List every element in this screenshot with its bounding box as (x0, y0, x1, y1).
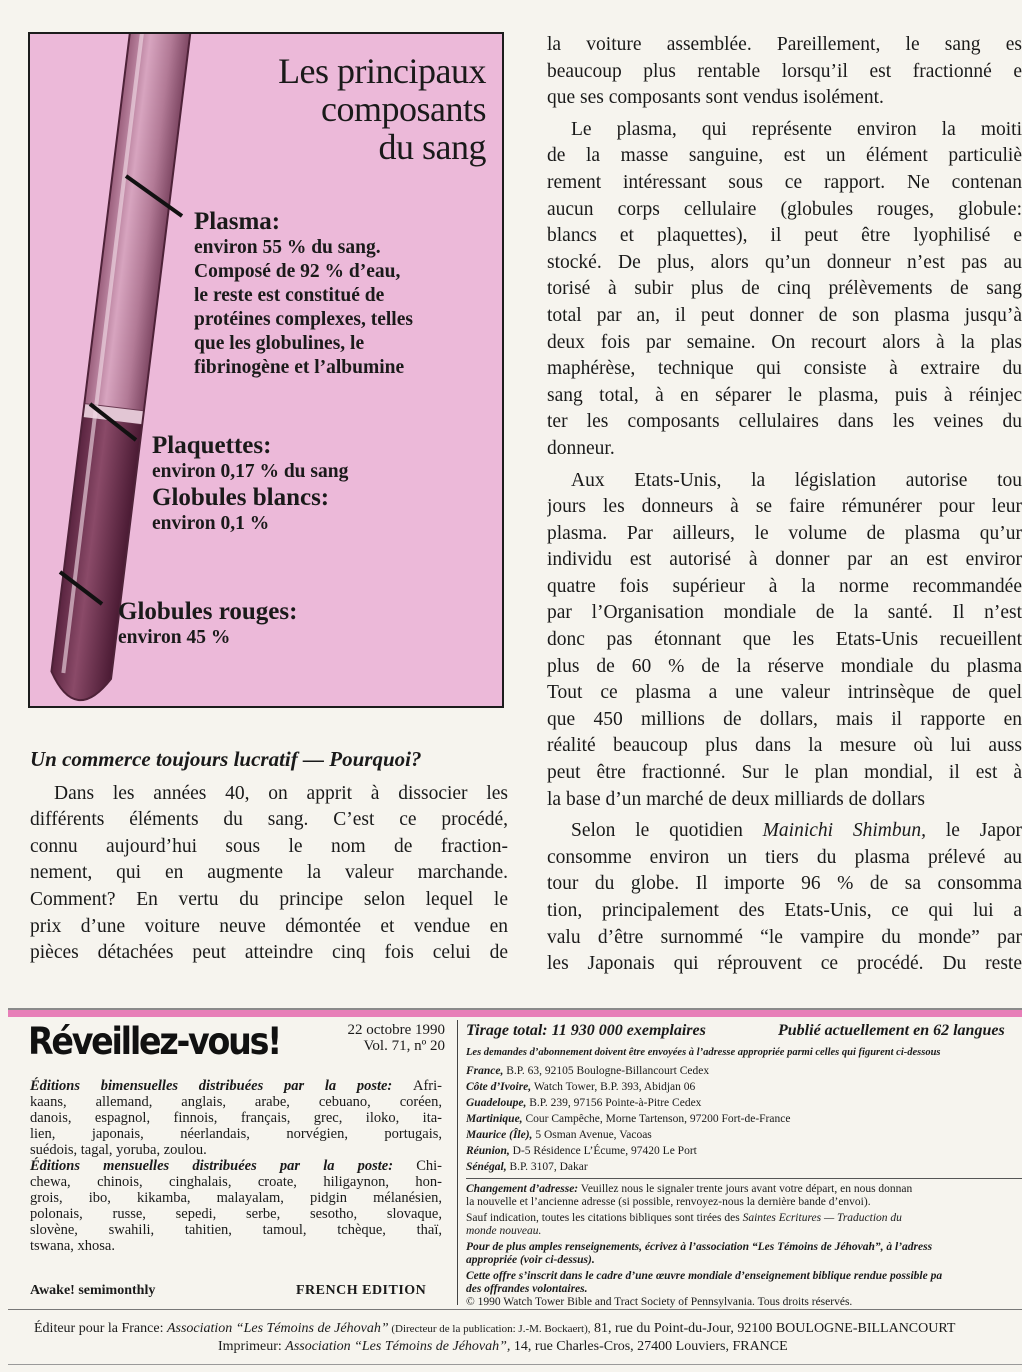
edition-line: Éditions mensuelles distribuées par la poste: Chi- (30, 1158, 442, 1174)
text-line: réalité beaucoup plus dans la mesure où lui auss (547, 735, 1022, 757)
text-line: nement, qui en augmente la valeur marchande. (30, 862, 508, 884)
text-line: quatre fois supérieur à la norme recommandée (547, 575, 1022, 597)
edition-line: chewa, chinois, cinghalais, croate, hiligaynon, hon- (30, 1174, 442, 1190)
divider (466, 1178, 1022, 1179)
text-line: consomme environ un tiers du plasma prélevé au (547, 846, 1022, 868)
globules-rouges-label: Globules rouges: environ 45 % (118, 598, 298, 648)
left-article (30, 746, 508, 967)
text-line: total par an, il peut donner de son plasma jusqu’à (547, 304, 1022, 326)
edition-line: suédois, tagal, yoruba, zoulou. (30, 1142, 207, 1158)
text-line: peut être fractionné. Sur le plan mondial, il est à (547, 762, 1022, 784)
text-line: Le plasma, qui représente environ la moiti (571, 118, 1022, 140)
red-cells-layer (48, 417, 142, 703)
text-line: que 450 millions de dollars, mais il rapporte en (547, 708, 1022, 730)
edition-line: lien, japonais, néerlandais, norvégien, portugais, (30, 1126, 442, 1142)
awake-semimonthly: Awake! semimonthly (30, 1283, 156, 1298)
text-line: Tout ce plasma a une valeur intrinsèque de quel (547, 682, 1022, 704)
renseignements-note: appropriée (voir ci-dessus). (466, 1254, 595, 1266)
text-line: différents éléments du sang. C’est ce procédé, (30, 809, 508, 831)
tirage-line: Tirage total: 11 930 000 exemplaires Publié actuellement en 62 langues (466, 1022, 1005, 1039)
address-line: Réunion, D-5 Résidence L’Écume, 97420 Le Port (466, 1145, 697, 1157)
text-line: aucun corps cellulaire (globules rouges, globule: (547, 198, 1022, 220)
french-edition: FRENCH EDITION (296, 1283, 427, 1298)
column-separator (457, 1020, 458, 1305)
edition-line: danois, espagnol, finnois, français, grec, iloko, ita- (30, 1110, 442, 1126)
imprimeur-line: Imprimeur: Association “Les Témoins de Jéhovah”, 14, rue Charles-Cros, 27400 Louviers, FRANCE (218, 1339, 788, 1354)
pink-rule (8, 1010, 1022, 1017)
text-line: les Japonais qui réprouvent ce procédé. Du reste (547, 953, 1022, 975)
text-line: la voiture assemblée. Pareillement, le sang es (547, 34, 1022, 55)
plaquettes-label: Plaquettes: environ 0,17 % du sang Globules blancs: environ 0,1 % (152, 432, 349, 534)
blood-components-figure (28, 32, 504, 708)
text-line: deux fois par semaine. On recourt alors à la plas (547, 331, 1022, 353)
text-line: tour du globe. Il importe 96 % de sa consomma (547, 873, 1022, 895)
text-line: jours les donneurs à se faire rémunérer pour leur (547, 496, 1022, 518)
text-line: de la masse sanguine, est un élément particuliè (547, 145, 1022, 167)
plasma-label: Plasma: environ 55 % du sang. Composé de 92 % d’eau, le reste est constitué de protéines complexes, telles que les globulines, le fibrinogène et l’albumine (194, 208, 413, 378)
text-line: plus de 60 % de la réserve mondiale du plasma (547, 655, 1022, 677)
text-line: prix d’une voiture neuve démontée et vendue en (30, 915, 508, 937)
address-line: Maurice (Île), 5 Osman Avenue, Vacoas (466, 1129, 652, 1141)
citations-note: Sauf indication, toutes les citations bibliques sont tirées des Saintes Ecritures — Traduction du (466, 1212, 902, 1224)
magazine-logo: Réveillez-vous! (28, 1020, 281, 1063)
text-line: valu d’être surnommé “le vampire du monde” par (547, 926, 1022, 948)
text-line: pièces détachées peut atteindre cinq fois celui de (30, 942, 508, 964)
text-line: connu aujourd’hui sous le nom de fraction- (30, 835, 508, 857)
text-line: rement intéressant sous ce rapport. Ne contenan (547, 171, 1022, 193)
address-line: Martinique, Cour Campêche, Morne Tartenson, 97200 Fort-de-France (466, 1113, 791, 1125)
citations-note: monde nouveau. (466, 1225, 542, 1237)
edition-line: slovène, swahili, tahitien, tamoul, tchèque, thaï, (30, 1222, 442, 1238)
text-line: torisé à subir plus de cinq prélèvements de sang (547, 278, 1022, 300)
section-subheading: Un commerce toujours lucratif — Pourquoi? (30, 747, 422, 771)
changement-adresse: Changement d’adresse: Veuillez nous le signaler trente jours avant votre départ, en nous donnan (466, 1183, 913, 1195)
text-line: que ses composants sont vendus isolément. (547, 87, 884, 109)
copyright: © 1990 Watch Tower Bible and Tract Society of Pennsylvania. Tous droits réservés. (466, 1296, 853, 1308)
address-line: Sénégal, B.P. 3107, Dakar (466, 1161, 588, 1173)
divider (8, 1364, 1022, 1365)
text-line: maphérèse, technique qui consiste à extraire du (547, 358, 1022, 380)
text-line: sang total, à en séparer le plasma, puis à réinjec (547, 384, 1022, 406)
text-line: la base d’un marché de deux milliards de dollars (547, 788, 925, 810)
text-line: donneur. (547, 437, 615, 459)
text-line: tion, principalement des Etats-Unis, ce qui lui a (547, 900, 1022, 921)
text-line: blancs et plaquettes), il peut être lyophilisé e (547, 225, 1022, 247)
text-line: individu est autorisé à donner par an est enviror (547, 549, 1022, 571)
text-line: plasma. Par ailleurs, le volume de plasma qu’ur (547, 522, 1022, 544)
edition-line: kaans, allemand, anglais, arabe, cebuano, coréen, (30, 1094, 442, 1110)
issue-info: 22 octobre 1990 Vol. 71, nº 20 (347, 1022, 445, 1054)
address-line: France, B.P. 63, 92105 Boulogne-Billancourt Cedex (466, 1065, 710, 1077)
editions-list (30, 1078, 442, 1254)
text-line: Comment? En vertu du principe selon lequel le (30, 888, 508, 910)
figure-title: Les principaux composants du sang (278, 51, 486, 167)
renseignements-note: Pour de plus amples renseignements, écrivez à l’association “Les Témoins de Jéhovah”, à l’adress (466, 1241, 933, 1253)
text-line: donc pas étonnant que les Etats-Unis recueillent (547, 629, 1022, 651)
right-article (547, 32, 1022, 978)
text-line: Aux Etats-Unis, la législation autorise tou (571, 469, 1022, 491)
changement-adresse: la nouvelle et l’ancienne adresse (si possible, renvoyez-nous la dernière bande d’envoi). (466, 1196, 871, 1208)
text-line: stocké. De plus, alors qu’un donneur n’est pas au (547, 251, 1022, 273)
edition-line: grois, ibo, kikamba, malayalam, pidgin mélanésien, (30, 1190, 442, 1206)
address-line: Côte d’Ivoire, Watch Tower, B.P. 393, Abidjan 06 (466, 1081, 696, 1093)
text-line: Dans les années 40, on apprit à dissocier les (54, 782, 508, 804)
address-line: Guadeloupe, B.P. 239, 97156 Pointe-à-Pitre Cedex (466, 1097, 702, 1109)
text-line: beaucoup plus rentable lorsqu’il est fractionné e (547, 60, 1022, 82)
edition-line: tswana, xhosa. (30, 1238, 115, 1254)
editeur-line: Éditeur pour la France: Association “Les Témoins de Jéhovah” (Directeur de la publication: J.-M. Bockaert), 81, rue du Point-du-Jour, 92100 BOULOGNE-BILLANCOURT (34, 1321, 956, 1336)
edition-line: polonais, russe, sepedi, serbe, sesotho, slovaque, (30, 1206, 442, 1222)
text-line: par l’Organisation mondiale de la santé. Il n’est (547, 602, 1022, 624)
offre-note: Cette offre s’inscrit dans le cadre d’une œuvre mondiale d’enseignement biblique rendue possible pa (466, 1270, 943, 1282)
abonnement-note: Les demandes d’abonnement doivent être envoyées à l’adresse appropriée parmi celles qui figurent ci-dessous (466, 1047, 941, 1058)
divider (8, 1309, 1022, 1310)
text-line: Selon le quotidien Mainichi Shimbun, le Japor (571, 820, 1022, 842)
text-line: ter les composants cellulaires dans les veines du (547, 411, 1022, 433)
offre-note: des offrandes volontaires. (466, 1283, 588, 1295)
edition-line: Éditions bimensuelles distribuées par la poste: Afri- (30, 1078, 442, 1094)
